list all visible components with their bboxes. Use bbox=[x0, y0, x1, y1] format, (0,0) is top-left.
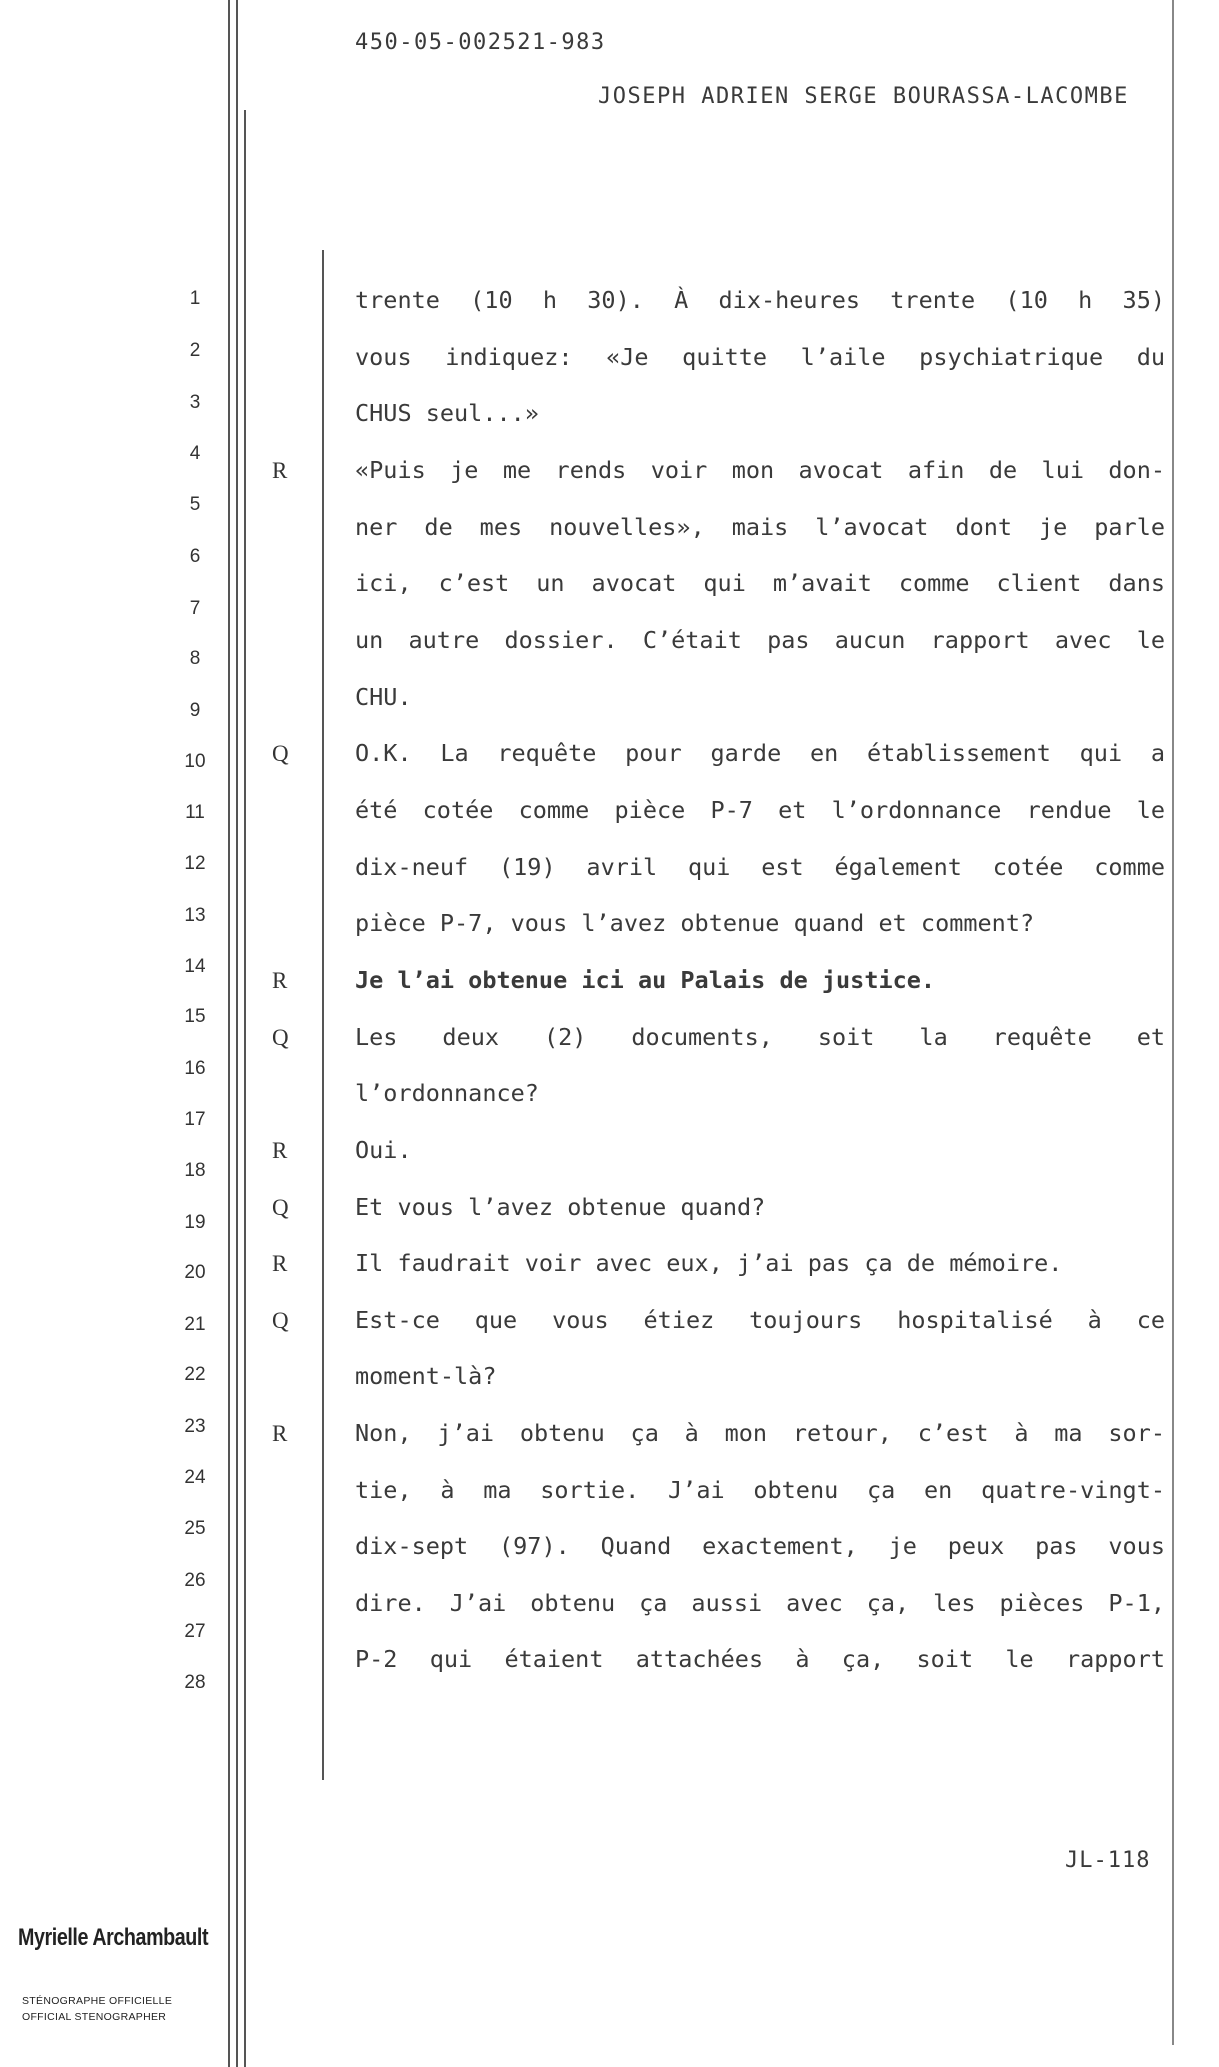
transcript-line: dire. J’ai obtenu ça aussi avec ça, les pièces P-1, bbox=[355, 1589, 1165, 1617]
transcript-line: Non, j’ai obtenu ça à mon retour, c’est à ma sor- bbox=[355, 1419, 1165, 1447]
transcript-line: CHUS seul...» bbox=[355, 399, 539, 427]
line-number: 28 bbox=[184, 1672, 206, 1693]
transcript-line: O.K. La requête pour garde en établissement qui a bbox=[355, 739, 1165, 767]
line-number: 25 bbox=[184, 1518, 206, 1539]
transcript-line: ner de mes nouvelles», mais l’avocat dont je parle bbox=[355, 513, 1165, 541]
transcript-line: dix-sept (97). Quand exactement, je peux pas vous bbox=[355, 1532, 1165, 1560]
transcript-line: P-2 qui étaient attachées à ça, soit le rapport bbox=[355, 1645, 1165, 1673]
line-number: 17 bbox=[184, 1109, 206, 1130]
stenographer-name: Myrielle Archambault bbox=[18, 1924, 209, 1951]
line-number: 6 bbox=[189, 546, 201, 567]
line-number: 16 bbox=[184, 1058, 206, 1079]
answer-marker: R bbox=[272, 968, 288, 993]
case-number: 450-05-002521-983 bbox=[355, 30, 606, 55]
transcript-line: un autre dossier. C’était pas aucun rapport avec le bbox=[355, 626, 1165, 654]
line-number: 26 bbox=[184, 1570, 206, 1591]
transcript-line: trente (10 h 30). À dix-heures trente (10 h 35) bbox=[355, 286, 1165, 314]
transcript-line: «Puis je me rends voir mon avocat afin de lui don- bbox=[355, 456, 1165, 484]
answer-marker: R bbox=[272, 1138, 288, 1163]
line-number: 13 bbox=[184, 905, 206, 926]
line-number: 27 bbox=[184, 1621, 206, 1642]
transcript-line: été cotée comme pièce P-7 et l’ordonnance rendue le bbox=[355, 796, 1165, 824]
line-number: 4 bbox=[189, 443, 201, 464]
line-number: 11 bbox=[185, 802, 205, 823]
line-number: 19 bbox=[184, 1212, 206, 1233]
question-marker: Q bbox=[272, 1195, 289, 1220]
line-number: 8 bbox=[189, 648, 201, 669]
question-marker: Q bbox=[272, 1308, 289, 1333]
right-margin-rule bbox=[1172, 0, 1174, 2045]
transcript-line: l’ordonnance? bbox=[355, 1079, 539, 1107]
transcript-line: moment-là? bbox=[355, 1362, 497, 1390]
transcript-line: Il faudrait voir avec eux, j’ai pas ça de mémoire. bbox=[355, 1249, 1063, 1277]
answer-marker: R bbox=[272, 1251, 288, 1276]
answer-marker: R bbox=[272, 458, 288, 483]
line-number: 24 bbox=[184, 1467, 206, 1488]
line-number: 21 bbox=[184, 1314, 206, 1335]
transcript-line: Oui. bbox=[355, 1136, 412, 1164]
transcript-line: Les deux (2) documents, soit la requête et bbox=[355, 1023, 1165, 1051]
line-number: 10 bbox=[184, 751, 206, 772]
line-number: 20 bbox=[184, 1262, 206, 1283]
line-number: 12 bbox=[184, 853, 206, 874]
line-number: 1 bbox=[189, 288, 201, 309]
line-number: 3 bbox=[189, 392, 201, 413]
left-margin-rule-3 bbox=[244, 110, 246, 2067]
question-marker: Q bbox=[272, 741, 289, 766]
page-reference: JL-118 bbox=[1065, 1848, 1151, 1873]
transcript-line: tie, à ma sortie. J’ai obtenu ça en quatre-vingt- bbox=[355, 1476, 1165, 1504]
transcript-line: vous indiquez: «Je quitte l’aile psychiatrique du bbox=[355, 343, 1165, 371]
line-number: 22 bbox=[184, 1364, 206, 1385]
left-margin-rule-2 bbox=[236, 0, 238, 2067]
text-margin-rule bbox=[322, 250, 324, 1780]
line-number: 2 bbox=[189, 340, 201, 361]
transcript-line: ici, c’est un avocat qui m’avait comme client dans bbox=[355, 569, 1165, 597]
line-number: 5 bbox=[189, 494, 201, 515]
transcript-line: Et vous l’avez obtenue quand? bbox=[355, 1193, 766, 1221]
line-number: 9 bbox=[189, 700, 201, 721]
transcript-line: Je l’ai obtenue ici au Palais de justice. bbox=[355, 966, 936, 994]
line-number: 23 bbox=[184, 1416, 206, 1437]
transcript-line: dix-neuf (19) avril qui est également cotée comme bbox=[355, 853, 1165, 881]
left-margin-rule-1 bbox=[228, 0, 230, 2067]
answer-marker: R bbox=[272, 1421, 288, 1446]
stenographer-title-fr: STÉNOGRAPHE OFFICIELLE bbox=[22, 1995, 173, 2007]
question-marker: Q bbox=[272, 1025, 289, 1050]
line-number: 15 bbox=[184, 1006, 206, 1027]
transcript-line: pièce P-7, vous l’avez obtenue quand et comment? bbox=[355, 909, 1035, 937]
line-number: 14 bbox=[184, 956, 206, 977]
line-number: 18 bbox=[184, 1160, 206, 1181]
stenographer-title-en: OFFICIAL STENOGRAPHER bbox=[22, 2011, 167, 2023]
transcript-line: CHU. bbox=[355, 683, 412, 711]
witness-name: JOSEPH ADRIEN SERGE BOURASSA-LACOMBE bbox=[598, 84, 1129, 109]
line-number: 7 bbox=[189, 598, 201, 619]
transcript-line: Est-ce que vous étiez toujours hospitalisé à ce bbox=[355, 1306, 1165, 1334]
